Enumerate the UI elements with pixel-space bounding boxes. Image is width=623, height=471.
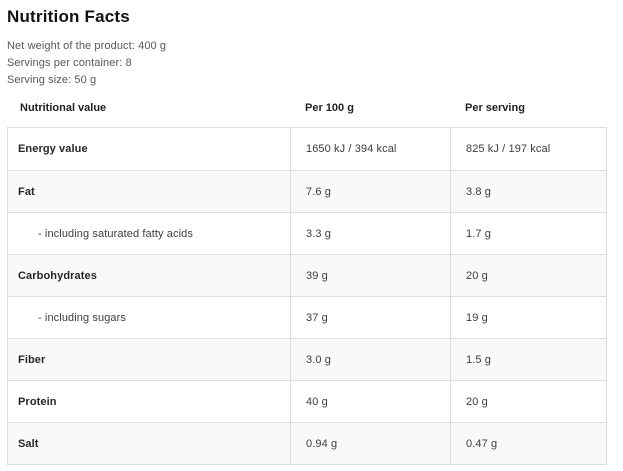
per-100g-cell: 40 g: [290, 381, 450, 422]
net-weight-line: Net weight of the product: 400 g: [7, 40, 167, 52]
per-100g-cell: 3.3 g: [290, 213, 450, 254]
table-header: [7, 102, 607, 115]
row-label-cell: Energy value: [18, 143, 88, 155]
per-serving-cell: 19 g: [450, 297, 606, 338]
per-100g-cell: 7.6 g: [290, 171, 450, 212]
per-100g-cell: 1650 kJ / 394 kcal: [290, 128, 450, 170]
row-label-cell: Salt: [18, 437, 39, 450]
per-serving-cell: 0.47 g: [450, 423, 606, 464]
row-label-cell: - including saturated fatty acids: [38, 227, 193, 240]
table-row: [8, 296, 606, 338]
per-serving-cell: 20 g: [450, 255, 606, 296]
row-label-cell: Fiber: [18, 353, 46, 366]
row-label-cell: - including sugars: [38, 311, 127, 324]
column-header-per-100g: Per 100 g: [305, 102, 354, 114]
product-info: [7, 38, 615, 89]
serving-size-line: Serving size: 50 g: [7, 74, 97, 86]
per-serving-cell: 3.8 g: [450, 171, 606, 212]
table-row: [8, 170, 606, 212]
page-title: Nutrition Facts: [7, 7, 130, 26]
table-row: [8, 380, 606, 422]
per-serving-cell: 20 g: [450, 381, 606, 422]
servings-per-container-line: Servings per container: 8: [7, 57, 132, 69]
per-100g-cell: 3.0 g: [290, 339, 450, 380]
column-header-nutritional-value: Nutritional value: [20, 102, 107, 114]
row-label-cell: Fat: [18, 185, 35, 198]
table-row: [8, 422, 606, 464]
table-row: [8, 128, 606, 170]
per-serving-cell: 825 kJ / 197 kcal: [450, 128, 606, 170]
row-label-cell: Protein: [18, 395, 57, 408]
per-100g-cell: 37 g: [290, 297, 450, 338]
nutrition-table: [7, 127, 607, 465]
table-row: [8, 212, 606, 254]
per-100g-cell: 0.94 g: [290, 423, 450, 464]
table-row: [8, 254, 606, 296]
per-serving-cell: 1.7 g: [450, 213, 606, 254]
column-header-per-serving: Per serving: [465, 102, 525, 114]
per-100g-cell: 39 g: [290, 255, 450, 296]
row-label-cell: Carbohydrates: [18, 269, 97, 282]
table-row: [8, 338, 606, 380]
per-serving-cell: 1.5 g: [450, 339, 606, 380]
